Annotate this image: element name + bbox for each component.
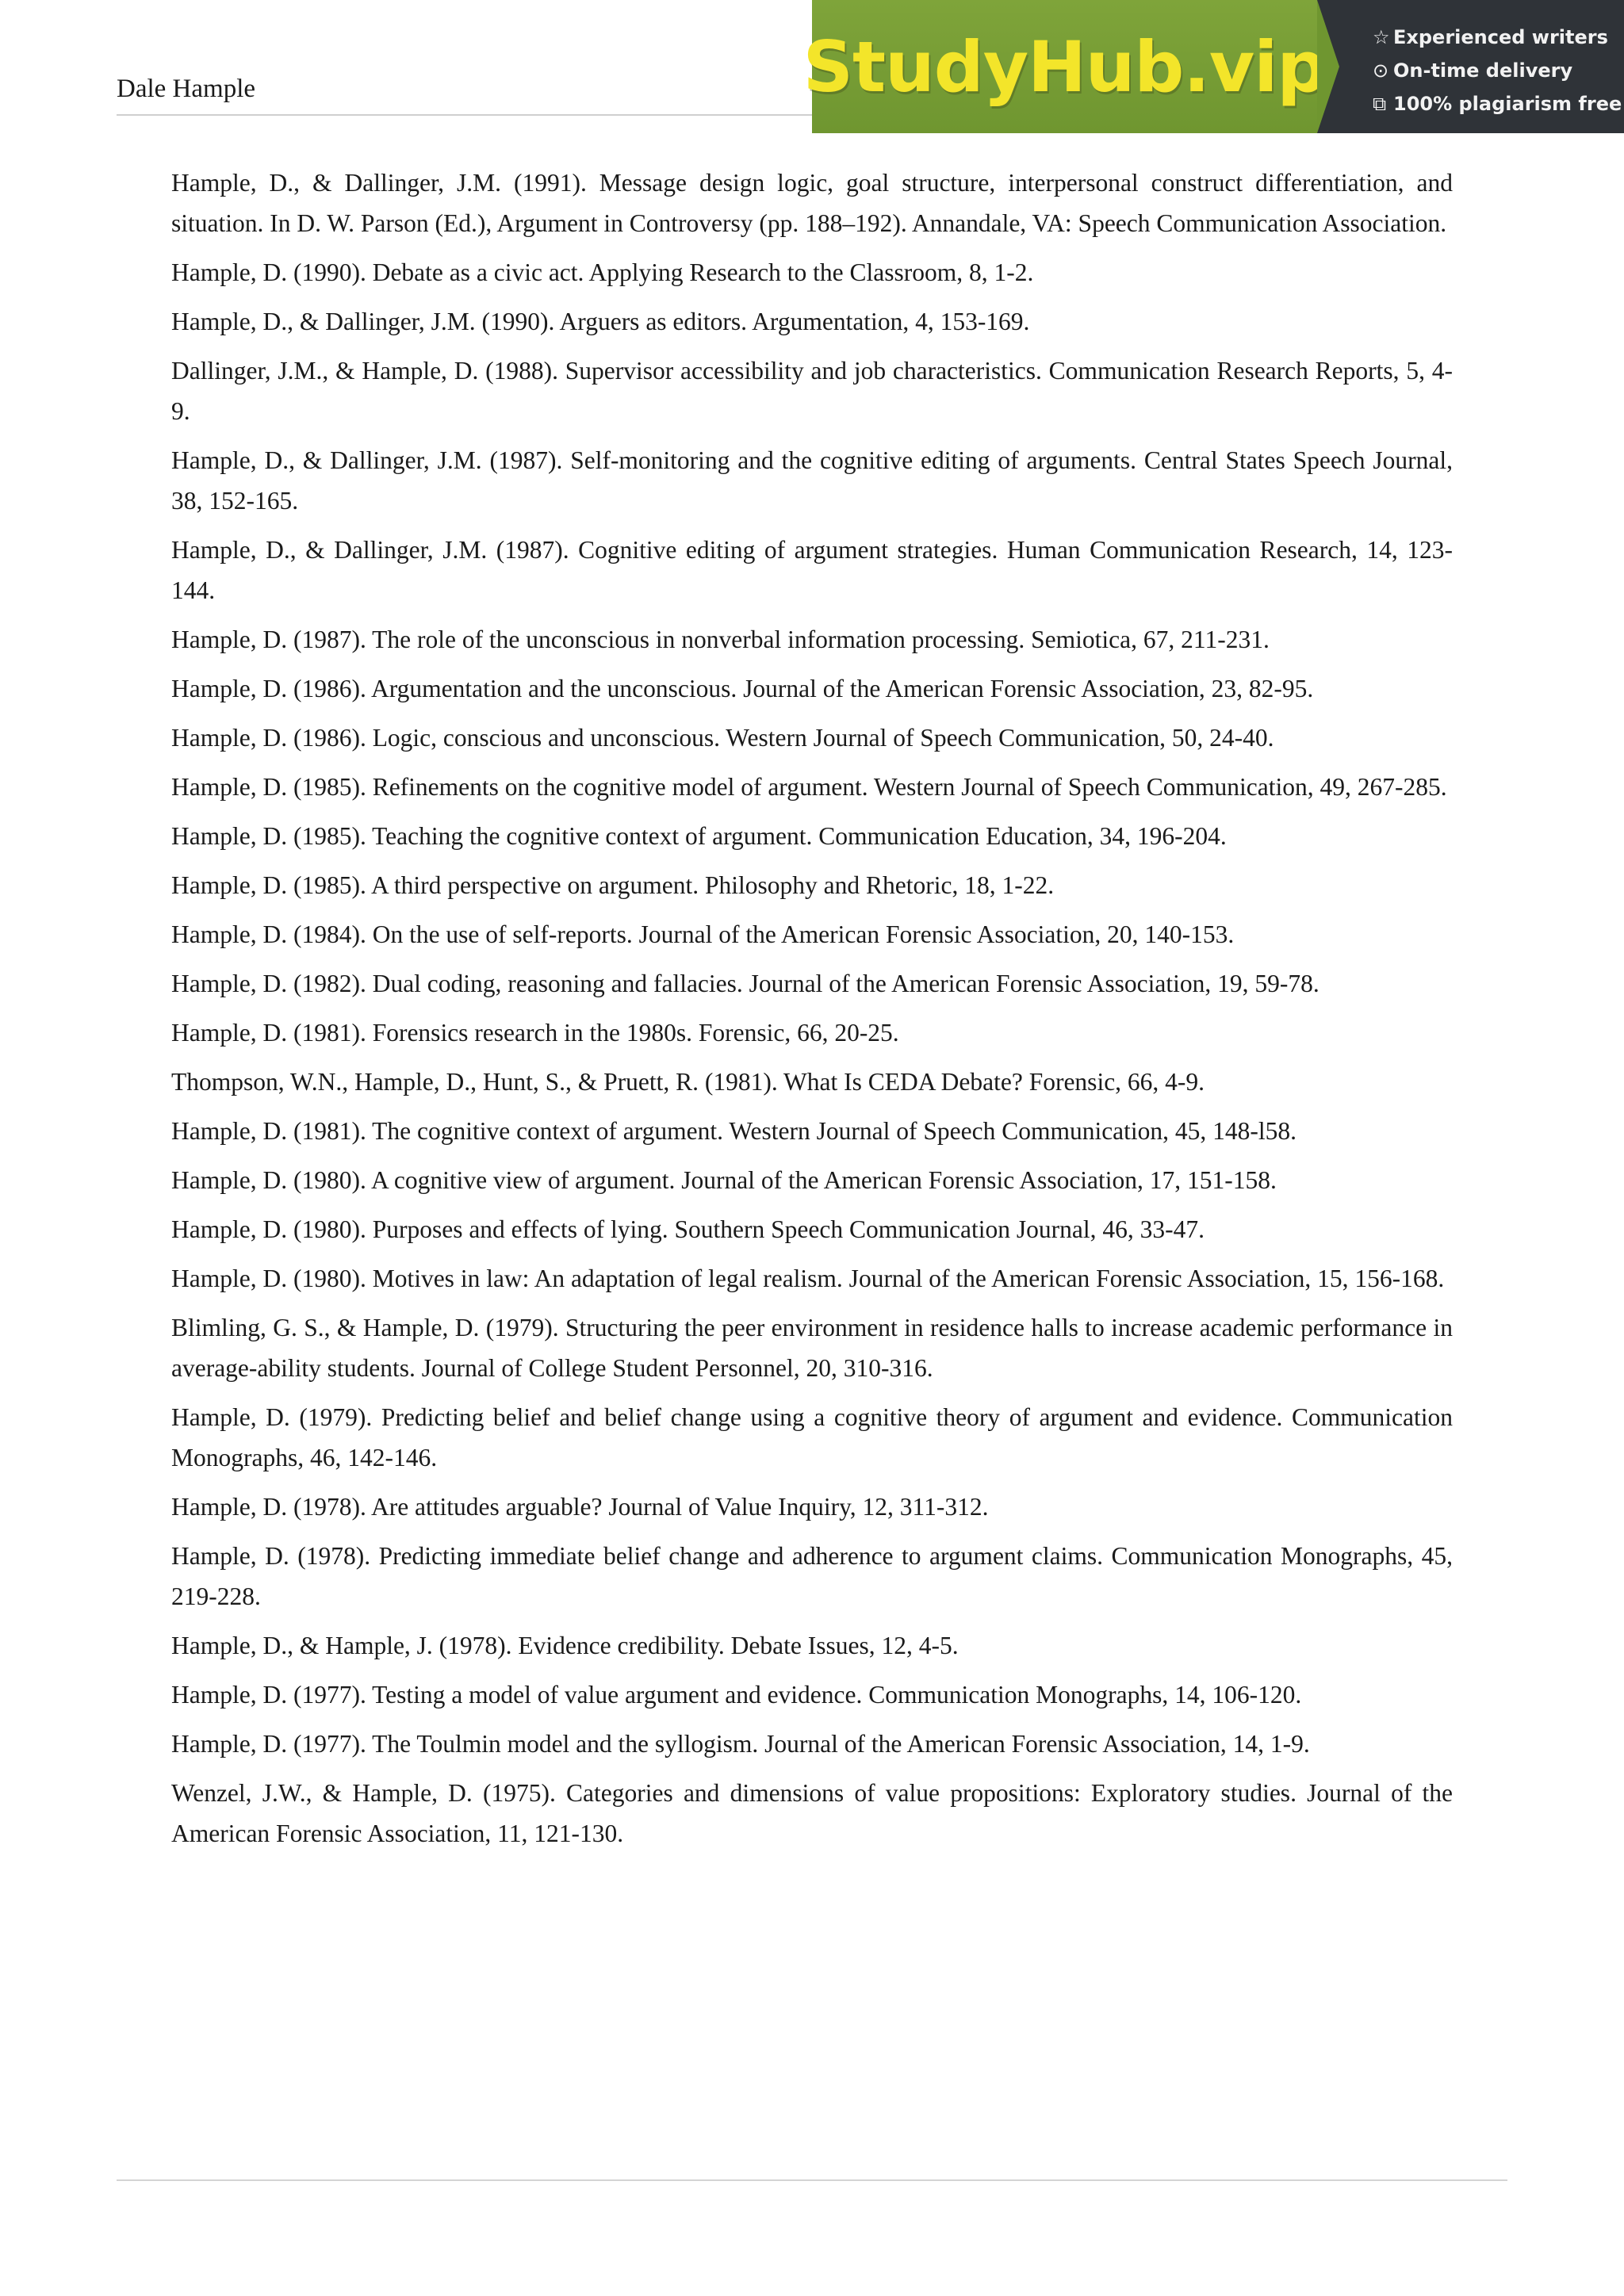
reference-entry: Hample, D. (1981). The cognitive context of argument. Western Journal of Speech Communication, 45, 148-l58. [171,1117,1297,1145]
reference-entry: Wenzel, J.W., & Hample, D. (1975). Categories and dimensions of value propositions: Exploratory studies. Journal of the American Forensic Association, 11, 121-130. [171,1779,1453,1847]
reference-entry: Hample, D. (1986). Logic, conscious and unconscious. Western Journal of Speech Communication, 50, 24-40. [171,724,1274,752]
perk-label: 100% plagiarism free [1393,93,1622,115]
page-header-author: Dale Hample [117,75,256,103]
reference-entry: Hample, D. (1985). A third perspective on argument. Philosophy and Rhetoric, 18, 1-22. [171,871,1055,899]
reference-entry: Hample, D. (1986). Argumentation and the unconscious. Journal of the American Forensic Association, 23, 82-95. [171,675,1314,702]
reference-list [171,163,1453,1862]
reference-entry: Hample, D. (1980). Motives in law: An adaptation of legal realism. Journal of the American Forensic Association, 15, 156-168. [171,1265,1445,1292]
banner-arrow [1317,0,1339,133]
clock-icon: ⊙ [1373,59,1389,82]
perk-on-time-delivery [1373,54,1624,87]
reference-entry: Hample, D. (1977). The Toulmin model and the syllogism. Journal of the American Forensic Association, 14, 1-9. [171,1730,1310,1758]
reference-entry: Hample, D. (1978). Are attitudes arguable? Journal of Value Inquiry, 12, 311-312. [171,1493,989,1521]
reference-entry: Hample, D. (1990). Debate as a civic act. Applying Research to the Classroom, 8, 1-2. [171,258,1034,286]
perk-label: Experienced writers [1393,26,1608,48]
reference-entry: Hample, D. (1977). Testing a model of value argument and evidence. Communication Monographs, 14, 106-120. [171,1681,1302,1709]
banner-perks [1317,0,1624,133]
reference-entry: Hample, D., & Dallinger, J.M. (1987). Self-monitoring and the cognitive editing of arguments. Central States Speech Journal, 38, 152-165. [171,446,1453,515]
copy-icon: ⧉ [1373,93,1387,115]
footer-divider [117,2179,1507,2181]
reference-entry: Hample, D., & Hample, J. (1978). Evidence credibility. Debate Issues, 12, 4-5. [171,1632,959,1659]
reference-entry: Dallinger, J.M., & Hample, D. (1988). Supervisor accessibility and job characteristics. Communication Research Reports, 5, 4-9. [171,357,1453,425]
reference-entry: Hample, D. (1980). Purposes and effects of lying. Southern Speech Communication Journal, 46, 33-47. [171,1215,1205,1243]
reference-entry: Hample, D., & Dallinger, J.M. (1991). Message design logic, goal structure, interpersonal construct differentiation, and situation. In D. W. Parson (Ed.), Argument in Controversy (pp. 188–192). Annandale, VA: Speech Communication Association. [171,169,1453,237]
reference-entry: Hample, D. (1981). Forensics research in the 1980s. Forensic, 66, 20-25. [171,1019,899,1047]
reference-entry: Hample, D., & Dallinger, J.M. (1987). Cognitive editing of argument strategies. Human Communication Research, 14, 123-144. [171,536,1453,604]
reference-entry: Hample, D. (1985). Refinements on the cognitive model of argument. Western Journal of Speech Communication, 49, 267-285. [171,773,1447,801]
reference-entry: Hample, D. (1980). A cognitive view of argument. Journal of the American Forensic Association, 17, 151-158. [171,1166,1277,1194]
reference-entry: Hample, D. (1978). Predicting immediate belief change and adherence to argument claims. Communication Monographs, 45, 219-228. [171,1542,1453,1610]
reference-entry: Hample, D. (1979). Predicting belief and belief change using a cognitive theory of argument and evidence. Communication Monographs, 46, 142-146. [171,1403,1453,1471]
reference-entry: Hample, D. (1982). Dual coding, reasoning and fallacies. Journal of the American Forensic Association, 19, 59-78. [171,970,1320,997]
reference-entry: Hample, D. (1984). On the use of self-reports. Journal of the American Forensic Association, 20, 140-153. [171,920,1235,948]
perk-label: On-time delivery [1393,59,1573,82]
reference-entry: Hample, D., & Dallinger, J.M. (1990). Arguers as editors. Argumentation, 4, 153-169. [171,308,1030,335]
perk-plagiarism-free [1373,87,1624,121]
reference-entry: Hample, D. (1985). Teaching the cognitive context of argument. Communication Education, 34, 196-204. [171,822,1227,850]
reference-entry: Blimling, G. S., & Hample, D. (1979). Structuring the peer environment in residence halls to increase academic performance in average-ability students. Journal of College Student Personnel, 20, 310-316. [171,1314,1453,1382]
star-icon: ☆ [1373,26,1390,48]
perk-experienced-writers [1373,21,1624,54]
reference-entry: Hample, D. (1987). The role of the unconscious in nonverbal information processing. Semiotica, 67, 211-231. [171,626,1270,653]
reference-entry: Thompson, W.N., Hample, D., Hunt, S., & Pruett, R. (1981). What Is CEDA Debate? Forensic, 66, 4-9. [171,1068,1205,1096]
studyhub-ad-banner[interactable] [802,0,1624,133]
brand-name: StudyHub.vip [802,25,1327,108]
studyhub-logo[interactable] [802,0,1327,133]
